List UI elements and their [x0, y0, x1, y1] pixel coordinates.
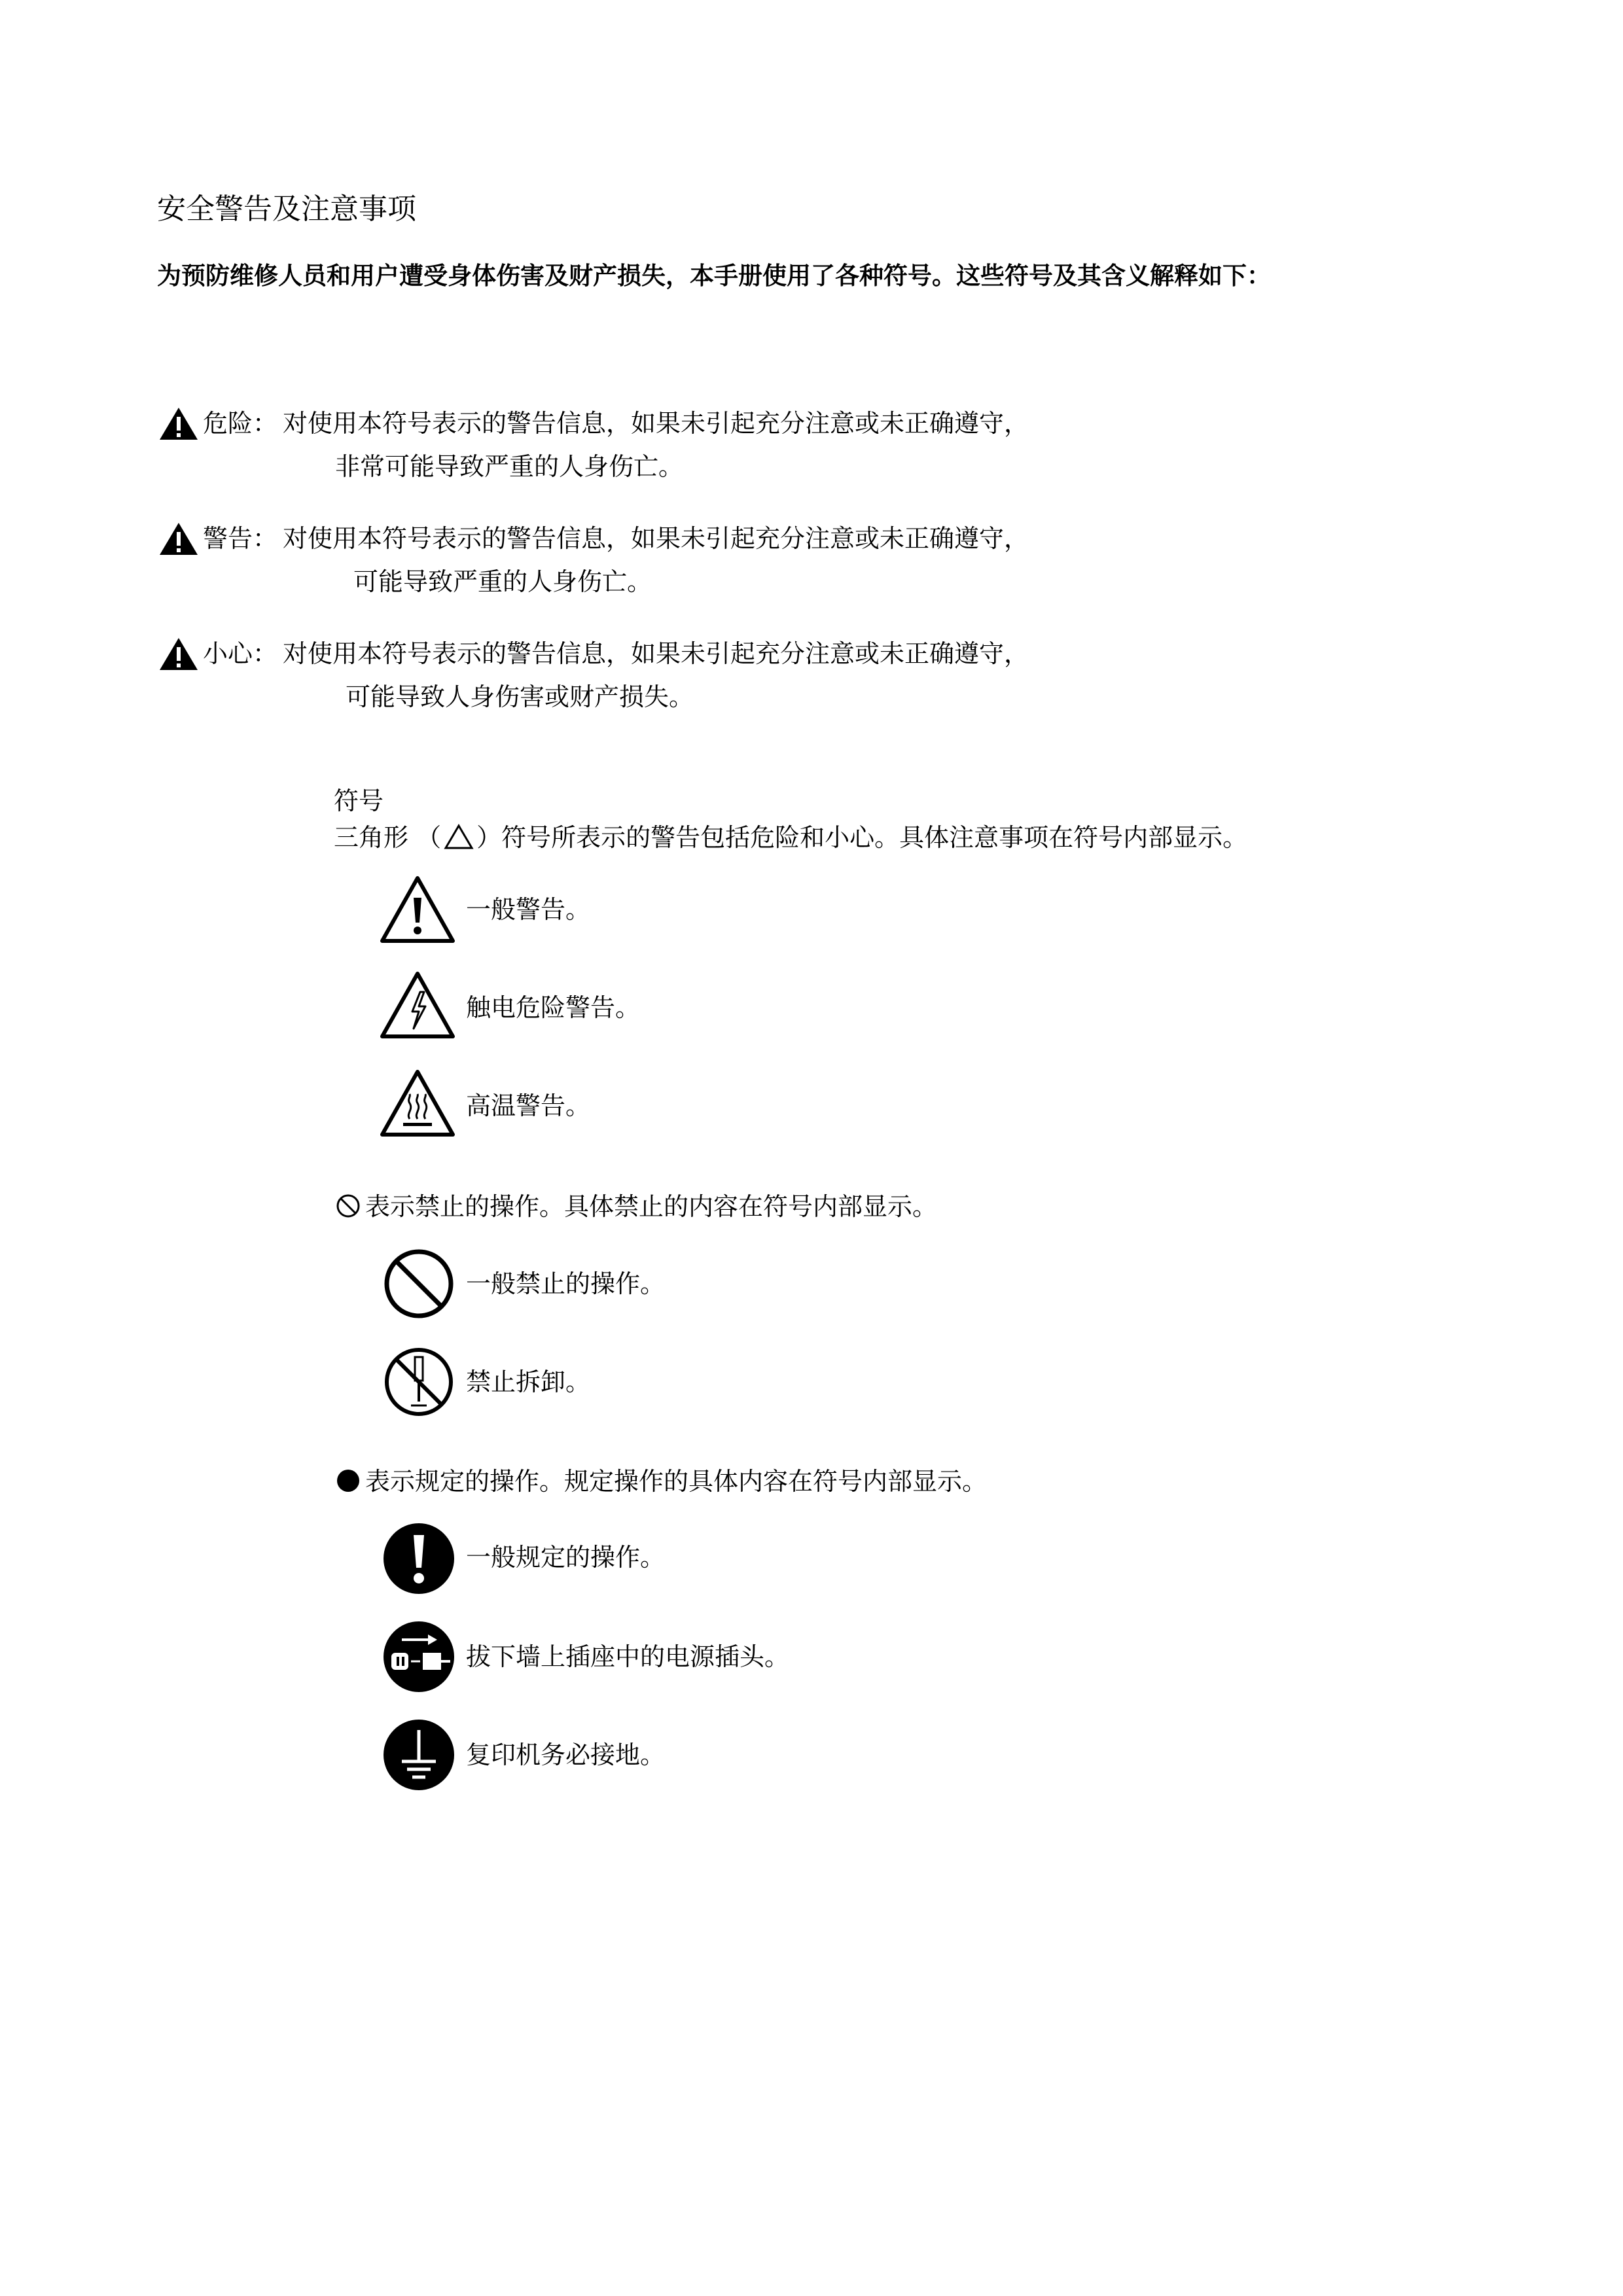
- symbol-label: 一般规定的操作。: [466, 1543, 666, 1572]
- page-title: 安全警告及注意事项: [157, 192, 416, 226]
- level-description-cont: 非常可能导致严重的人身伤亡。: [335, 452, 684, 481]
- alert-triangle-icon: [158, 521, 199, 556]
- prohibition-description: [335, 1190, 937, 1224]
- level-description: 对使用本符号表示的警告信息，如果未引起充分注意或未正确遵守，: [283, 409, 1029, 438]
- ground-icon: [382, 1718, 455, 1792]
- symbol-label: 复印机务必接地。: [466, 1740, 666, 1769]
- triangle-outline-icon: [444, 824, 474, 850]
- general-mandatory-icon: [382, 1522, 455, 1595]
- symbol-label: 禁止拆卸。: [466, 1368, 591, 1396]
- symbol-label: 一般禁止的操作。: [466, 1269, 666, 1298]
- prohibition-small-icon: [335, 1193, 361, 1219]
- intro-text: 为预防维修人员和用户遭受身体伤害及财产损失，本手册使用了各种符号。这些符号及其含义解释如下：: [157, 262, 1271, 290]
- level-name: 危险：: [203, 409, 278, 438]
- level-description-cont: 可能导致严重的人身伤亡。: [353, 567, 652, 596]
- level-description: 对使用本符号表示的警告信息，如果未引起充分注意或未正确遵守，: [283, 524, 1029, 553]
- no-disassembly-icon: [382, 1345, 455, 1419]
- triangle-desc-after: ）符号所表示的警告包括危险和小心。具体注意事项在符号内部显示。: [476, 823, 1248, 852]
- general-warning-icon: [378, 874, 457, 945]
- electric-shock-warning-icon: [378, 970, 457, 1040]
- alert-triangle-icon: [158, 406, 199, 441]
- mandatory-description: [335, 1464, 987, 1498]
- level-name: 小心：: [203, 639, 278, 668]
- triangle-description: [334, 821, 1247, 855]
- level-description-cont: 可能导致人身伤害或财产损失。: [346, 682, 694, 711]
- symbol-label: 触电危险警告。: [466, 993, 641, 1022]
- alert-triangle-icon: [158, 636, 199, 671]
- level-description: 对使用本符号表示的警告信息，如果未引起充分注意或未正确遵守，: [283, 639, 1029, 668]
- high-temperature-warning-icon: [378, 1068, 457, 1139]
- symbol-label: 拔下墙上插座中的电源插头。: [466, 1642, 790, 1671]
- mandatory-desc-text: 表示规定的操作。规定操作的具体内容在符号内部显示。: [365, 1467, 988, 1496]
- prohibition-desc-text: 表示禁止的操作。具体禁止的内容在符号内部显示。: [365, 1192, 938, 1221]
- symbol-label: 一般警告。: [466, 895, 591, 924]
- symbol-label: 高温警告。: [466, 1091, 591, 1120]
- general-prohibition-icon: [382, 1247, 455, 1320]
- mandatory-small-icon: [335, 1468, 361, 1494]
- triangle-desc-before: 三角形 （: [334, 823, 442, 852]
- level-name: 警告：: [203, 524, 278, 553]
- unplug-icon: [382, 1620, 455, 1693]
- symbols-heading: 符号: [334, 786, 384, 815]
